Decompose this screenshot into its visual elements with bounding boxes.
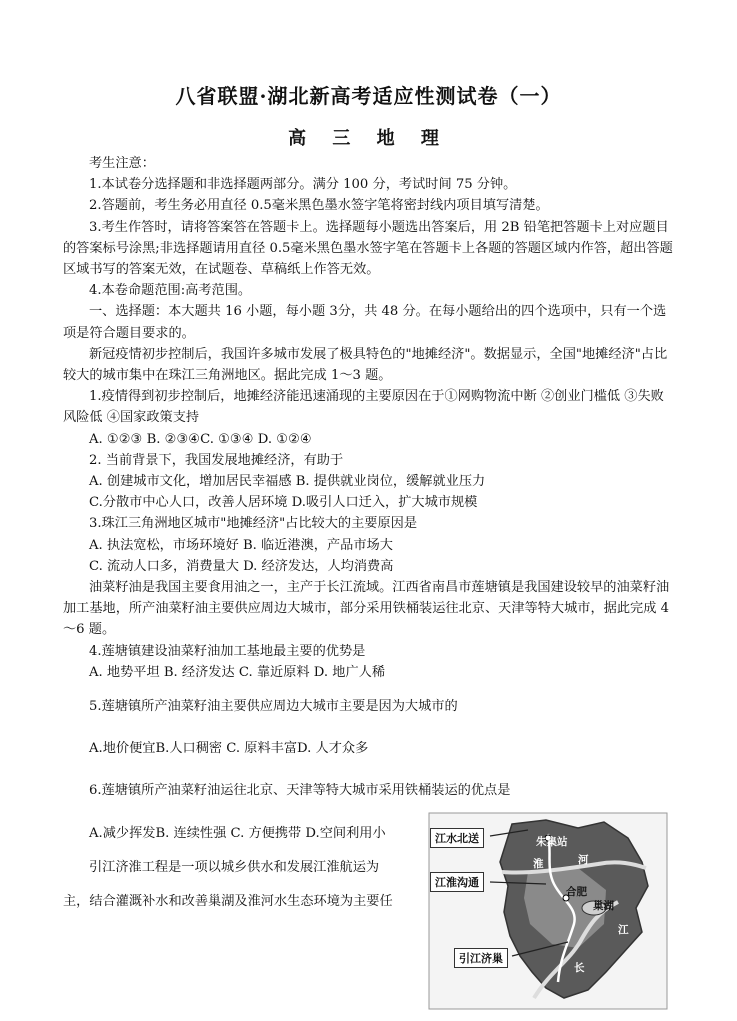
notice-item: 4.本卷命题范围:高考范围。	[89, 283, 252, 299]
notice-item: 3.考生作答时，请将答案答在答题卡上。选择题每小题选出答案后，用 2B 铅笔把答题卡上对应题目的答案标号涂黑;非选择题请用直径 0.5毫米黑色墨水签字笔在答题卡上各题的答题区域内作答，超出答题区域书写的答案无效，在试题卷、草稿纸上作答无效。	[63, 219, 673, 278]
question-4: 4.莲塘镇建设油菜籽油加工基地最主要的优势是	[89, 643, 366, 659]
label-he: 河	[578, 854, 589, 866]
notice-heading: 考生注意：	[89, 156, 155, 171]
city-chaohu: 巢湖	[593, 900, 614, 912]
question-6: 6.莲塘镇所产油菜籽油运往北京、天津等特大城市采用铁桶装运的优点是	[89, 783, 511, 799]
notice-item: 2.答题前，考生务必用直径 0.5毫米黑色墨水签字笔将密封线内项目填写清楚。	[89, 198, 549, 214]
exam-title: 八省联盟·湖北新高考适应性测试卷（一）	[175, 84, 562, 108]
question-5: 5.莲塘镇所产油菜籽油主要供应周边大城市主要是因为大城市的	[89, 699, 458, 715]
question-6-options: A.减少挥发B. 连续性强 C. 方便携带 D.空间利用小	[89, 825, 386, 841]
section-intro: 一、选择题：本大题共 16 小题，每小题 3分，共 48 分。在每小题给出的四个选项中，只有一个选项是符合题目要求的。	[63, 304, 667, 341]
question-1: 1.疫情得到初步控制后，地摊经济能迅速涌现的主要原因在于①网购物流中断 ②创业门槛低 ③失败风险低 ④国家政策支持	[63, 389, 664, 426]
question-4-options: A. 地势平坦 B. 经济发达 C. 靠近原料 D. 地广人稀	[89, 664, 386, 680]
label-chang: 长	[574, 962, 585, 974]
question-3-options-b: C. 流动人口多，消费量大 D. 经济发达，人均消费高	[89, 558, 394, 574]
map-label-north: 江水北送	[430, 828, 484, 848]
passage-3-line-1: 引江济淮工程是一项以城乡供水和发展江淮航运为	[89, 859, 380, 875]
city-hefei: 合肥	[566, 886, 587, 898]
passage-2: 油菜籽油是我国主要食用油之一，主产于长江流域。江西省南昌市莲塘镇是我国建设较早的油菜籽油加工基地，所产油菜籽油主要供应周边大城市，部分采用铁桶装运往北京、天津等特大城市，据此完成 4～6 题。	[63, 580, 670, 638]
exam-body	[63, 153, 675, 912]
passage-3-line-2: 主，结合灌溉补水和改善巢湖及淮河水生态环境为主要任	[63, 894, 393, 910]
label-jiang: 江	[618, 924, 629, 936]
question-2: 2. 当前背景下，我国发展地摊经济，有助于	[89, 452, 344, 468]
label-huai: 淮	[533, 858, 544, 870]
question-3-options-a: A. 执法宽松，市场环境好 B. 临近港澳，产品市场大	[89, 537, 393, 553]
water-project-map	[428, 812, 668, 1010]
exam-subject: 高 三 地 理	[288, 128, 449, 149]
question-1-options: A. ①②③ B. ②③④C. ①③④ D. ①②④	[89, 431, 312, 447]
city-zhuji: 朱集站	[536, 836, 568, 848]
question-3: 3.珠江三角洲地区城市"地摊经济"占比较大的主要原因是	[89, 516, 418, 532]
map-label-south: 引江济巢	[454, 948, 508, 968]
question-2-options-b: C.分散市中心人口，改善人居环境 D.吸引人口迁入，扩大城市规模	[89, 495, 478, 511]
map-label-middle: 江淮沟通	[430, 872, 484, 892]
question-5-options: A.地价便宜B.人口稠密 C. 原料丰富D. 人才众多	[89, 741, 369, 757]
notice-item: 1.本试卷分选择题和非选择题两部分。满分 100 分，考试时间 75 分钟。	[89, 177, 517, 193]
passage-1: 新冠疫情初步控制后，我国许多城市发展了极具特色的"地摊经济"。数据显示，全国"地摊经济"占比较大的城市集中在珠江三角洲地区。据此完成 1～3 题。	[63, 346, 668, 384]
question-2-options-a: A. 创建城市文化，增加居民幸福感 B. 提供就业岗位，缓解就业压力	[89, 474, 486, 490]
